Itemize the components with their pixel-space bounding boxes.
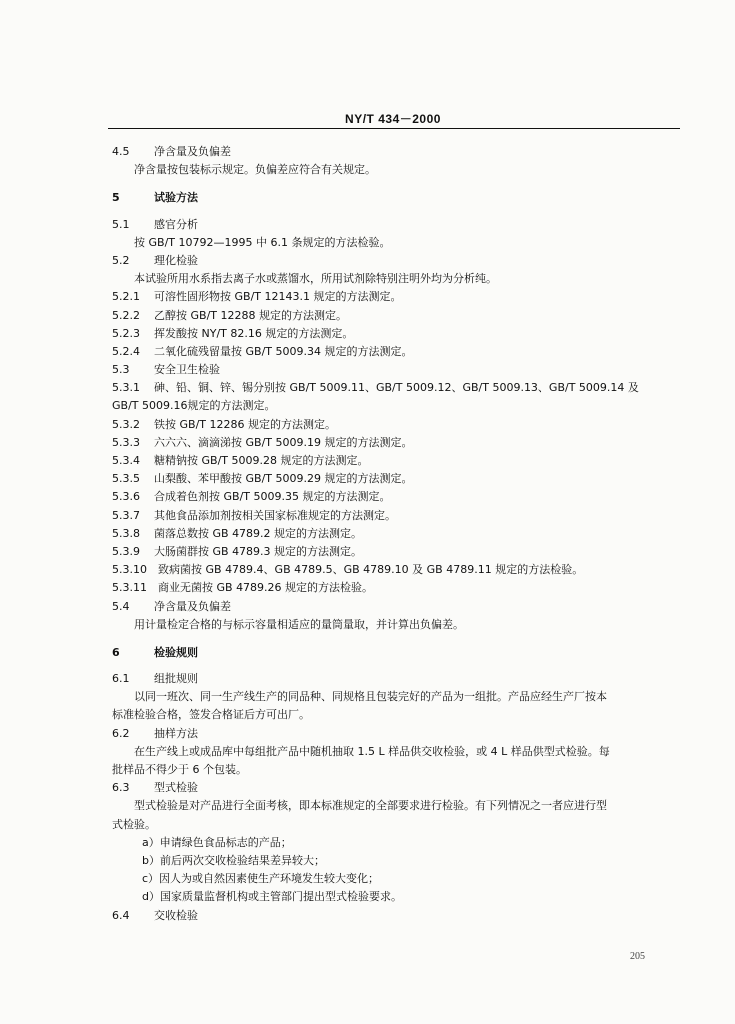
clause-number: 5.3.2 — [112, 417, 140, 431]
section-5-4-body: 用计量检定合格的与标示容量相适应的量筒量取，并计算出负偏差。 — [134, 617, 464, 631]
clause-number: 5.3.6 — [112, 490, 140, 504]
section-number: 6.4 — [112, 908, 130, 922]
clause-item — [112, 543, 678, 561]
clause-text: 合成着色剂按 GB/T 5009.35 规定的方法测定。 — [154, 490, 391, 504]
section-title: 型式检验 — [154, 781, 198, 795]
clause-text: 菌落总数按 GB 4789.2 规定的方法测定。 — [154, 526, 363, 540]
section-number: 4.5 — [112, 145, 130, 158]
clause-number: 5.3.8 — [112, 526, 140, 540]
clause-number: 5.2.1 — [112, 290, 140, 304]
section-5-2-heading — [112, 252, 678, 270]
clause-item — [112, 470, 678, 488]
section-6-2-heading — [112, 725, 678, 743]
clause-number: 5.3.5 — [112, 472, 140, 486]
section-6-3-body-continued: 式检验。 — [112, 817, 156, 831]
section-6-3-heading — [112, 779, 678, 797]
clause-text: 乙醇按 GB/T 12288 规定的方法测定。 — [154, 308, 347, 322]
clause-number: 5.3.11 — [112, 581, 147, 595]
section-title: 抽样方法 — [154, 726, 198, 740]
section-title: 净含量及负偏差 — [154, 145, 231, 158]
section-title: 净含量及负偏差 — [154, 599, 231, 613]
section-title: 试验方法 — [154, 191, 198, 205]
clause-item — [112, 579, 678, 597]
section-5-2-body: 本试验所用水系指去离子水或蒸馏水，所用试剂除特别注明外均为分析纯。 — [134, 272, 497, 286]
list-item: c）因人为或自然因素使生产环境发生较大变化； — [142, 872, 380, 886]
standard-number-header: NY/T 434－2000 — [345, 112, 441, 126]
section-6-4-heading — [112, 907, 678, 925]
section-5-heading — [112, 189, 678, 207]
clause-number: 5.2.4 — [112, 344, 140, 358]
clause-number: 5.3.7 — [112, 508, 140, 522]
section-title: 安全卫生检验 — [154, 363, 220, 377]
clause-number: 5.2.2 — [112, 308, 140, 322]
section-title: 组批规则 — [154, 672, 198, 686]
section-6-1-body: 以同一班次、同一生产线生产的同品种、同规格且包装完好的产品为一组批。产品应经生产厂按本 — [134, 690, 607, 704]
header-rule — [108, 128, 680, 129]
section-6-1-body-continued: 标准检验合格，签发合格证后方可出厂。 — [112, 708, 310, 722]
clause-item — [112, 343, 678, 361]
clause-number: 5.2.3 — [112, 326, 140, 340]
clause-item — [112, 507, 678, 525]
clause-item — [112, 488, 678, 506]
section-5-4-heading — [112, 598, 678, 616]
clause-item — [112, 288, 678, 306]
clause-text: 挥发酸按 NY/T 82.16 规定的方法测定。 — [154, 326, 354, 340]
section-5-1-body: 按 GB/T 10792—1995 中 6.1 条规定的方法检验。 — [134, 235, 391, 249]
section-6-2-body: 在生产线上或成品库中每组批产品中随机抽取 1.5 L 样品供交收检验，或 4 L 样品供型式检验。每 — [134, 744, 610, 758]
clause-text: 二氧化硫残留量按 GB/T 5009.34 规定的方法测定。 — [154, 344, 413, 358]
clause-text: 砷、铅、铜、锌、锡分别按 GB/T 5009.11、GB/T 5009.12、GB/T 5009.13、GB/T 5009.14 及 — [154, 381, 639, 395]
clause-item — [112, 379, 678, 397]
clause-text: 六六六、滴滴涕按 GB/T 5009.19 规定的方法测定。 — [154, 435, 413, 449]
section-number: 5 — [112, 191, 120, 205]
section-4-5-heading — [112, 143, 678, 161]
document-body — [112, 143, 678, 925]
clause-item — [112, 416, 678, 434]
clause-number: 5.3.9 — [112, 544, 140, 558]
section-number: 6.1 — [112, 672, 130, 686]
section-number: 5.3 — [112, 363, 130, 377]
clause-item — [112, 434, 678, 452]
page-number: 205 — [630, 951, 645, 962]
section-number: 6 — [112, 645, 120, 659]
section-title: 检验规则 — [154, 645, 198, 659]
list-item: d）国家质量监督机构或主管部门提出型式检验要求。 — [142, 890, 402, 904]
clause-text: 大肠菌群按 GB 4789.3 规定的方法测定。 — [154, 544, 363, 558]
clause-number: 5.3.4 — [112, 454, 140, 467]
section-6-1-heading — [112, 670, 678, 688]
section-6-3-body: 型式检验是对产品进行全面考核，即本标准规定的全部要求进行检验。有下列情况之一者应进行型 — [134, 799, 607, 813]
section-5-3-heading — [112, 361, 678, 379]
section-number: 5.1 — [112, 217, 130, 231]
section-5-1-heading — [112, 216, 678, 234]
section-number: 6.3 — [112, 781, 130, 795]
clause-text: 山梨酸、苯甲酸按 GB/T 5009.29 规定的方法测定。 — [154, 472, 413, 486]
clause-text: 商业无菌按 GB 4789.26 规定的方法检验。 — [158, 581, 374, 595]
section-4-5-body: 净含量按包装标示规定。负偏差应符合有关规定。 — [134, 163, 376, 177]
clause-item — [112, 325, 678, 343]
section-number: 6.2 — [112, 726, 130, 740]
list-item: b）前后两次交收检验结果差异较大； — [142, 853, 325, 867]
clause-text: 可溶性固形物按 GB/T 12143.1 规定的方法测定。 — [154, 290, 402, 304]
clause-text: 铁按 GB/T 12286 规定的方法测定。 — [154, 417, 336, 431]
section-title: 理化检验 — [154, 253, 198, 267]
section-title: 感官分析 — [154, 217, 198, 231]
clause-item — [112, 561, 678, 579]
clause-number: 5.3.1 — [112, 381, 140, 395]
section-title: 交收检验 — [154, 908, 198, 922]
clause-item — [112, 307, 678, 325]
clause-continuation: GB/T 5009.16规定的方法测定。 — [112, 399, 276, 413]
clause-text: 其他食品添加剂按相关国家标准规定的方法测定。 — [154, 508, 396, 522]
clause-item — [112, 452, 678, 470]
section-6-heading — [112, 644, 678, 662]
section-6-2-body-continued: 批样品不得少于 6 个包装。 — [112, 763, 247, 776]
clause-item — [112, 525, 678, 543]
clause-number: 5.3.10 — [112, 563, 147, 577]
section-number: 5.2 — [112, 253, 130, 267]
clause-number: 5.3.3 — [112, 435, 140, 449]
clause-text: 致病菌按 GB 4789.4、GB 4789.5、GB 4789.10 及 GB 4789.11 规定的方法检验。 — [158, 563, 584, 577]
section-number: 5.4 — [112, 599, 130, 613]
list-item: a）申请绿色食品标志的产品； — [142, 835, 292, 849]
clause-text: 糖精钠按 GB/T 5009.28 规定的方法测定。 — [154, 454, 369, 467]
